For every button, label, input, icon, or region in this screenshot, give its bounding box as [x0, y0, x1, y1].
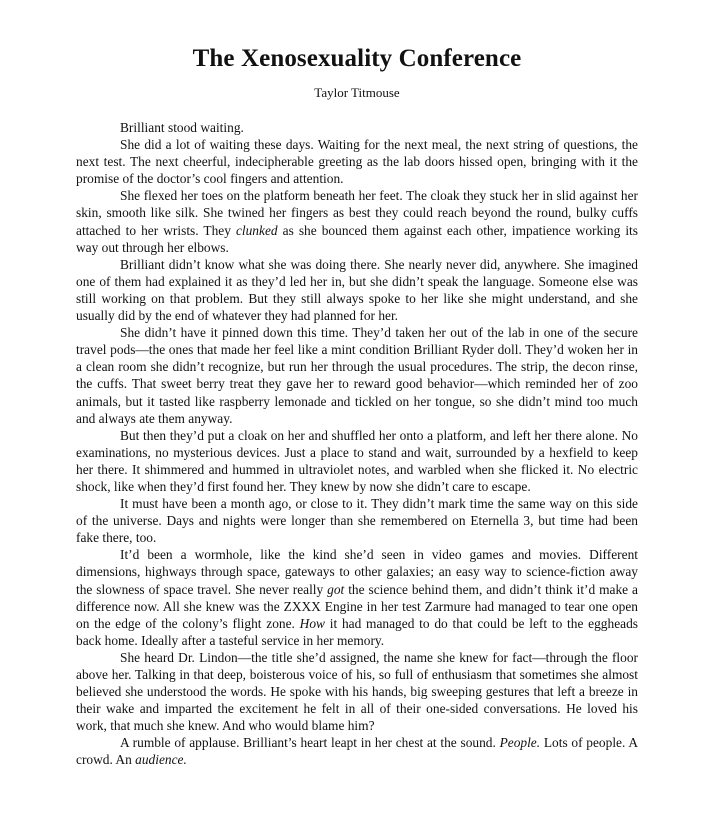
story-paragraph: [76, 546, 638, 649]
text-run: A rumble of applause. Brilliant’s heart leapt in her chest at the sound.: [120, 735, 500, 751]
italic-text-run: How: [299, 615, 325, 631]
text-run: She did a lot of waiting these days. Waiting for the next meal, the next string of questions, the next test. The next cheerful, indecipherable greeting as the lab doors hissed open, bringing with it the promise of the doctor’s cool fingers and attention.: [76, 137, 638, 187]
story-paragraph: [76, 119, 638, 136]
text-run: the science behind them, and didn’t think it’d make a difference now. All she knew was the ZXXX Engine in her test Zarmure had managed to tear one open on the edge of the colony’s flight zone.: [76, 581, 638, 631]
text-run: She heard Dr. Lindon—the title she’d assigned, the name she knew for fact—through the floor above her. Talking in that deep, boisterous voice of his, so full of enthusiasm that sometimes she almost believed she understood the words. He spoke with his hands, big sweeping gestures that left a breeze in their wake and imparted the excitement he felt in all of their one-sided conversations. He loved his work, that much she knew. And who would blame him?: [76, 649, 638, 734]
author-byline: Taylor Titmouse: [314, 85, 400, 100]
italic-text-run: People.: [499, 735, 541, 751]
italic-text-run: clunked: [235, 222, 278, 238]
text-run: Lots of people. A crowd. An: [76, 735, 639, 768]
story-paragraph: [76, 136, 638, 187]
story-paragraph: [76, 649, 638, 734]
italic-text-run: audience.: [135, 752, 187, 768]
text-run: She didn’t have it pinned down this time. They’d taken her out of the lab in one of the secure travel pods—the ones that made her feel like a mint condition Brilliant Ryder doll. They’d woken her in a clean room she didn’t recognize, but run her through the usual procedures. The strip, the decon rinse, the cuffs. That sweet berry treat they gave her to reward good behavior—which reminded her of zoo animals, but it tasted like raspberry lemonade and tickled on her tongue, so she didn’t mind too much and always ate them anyway.: [76, 325, 638, 426]
story-paragraph: [76, 495, 638, 546]
story-paragraph: [76, 427, 638, 495]
story-body: [76, 119, 638, 769]
story-paragraph: [76, 324, 638, 427]
text-run: Brilliant stood waiting.: [120, 120, 244, 135]
text-run: But then they’d put a cloak on her and shuffled her onto a platform, and left her there alone. No examinations, no mysterious devices. Just a place to stand and wait, surrounded by a hexfield to keep her there. It shimmered and hummed in ultraviolet notes, and warbled when she flicked it. No electric shock, like when they’d first found her. They knew by now she didn’t care to escape.: [76, 427, 638, 494]
text-run: She flexed her toes on the platform beneath her feet. The cloak they stuck her in slid against her skin, smooth like silk. She twined her fingers as best they could reach beyond the round, bulky cuffs attached to her wrists. They: [76, 188, 638, 238]
story-title: The Xenosexuality Conference: [192, 45, 522, 72]
story-paragraph: [76, 734, 638, 768]
text-run: Brilliant didn’t know what she was doing there. She nearly never did, anywhere. She imagined one of them had explained it as they’d led her in, but she didn’t speak the language. Someone else was still working on that problem. But they still always spoke to her like she might understand, and she usually did by the end of whatever they had planned for her.: [76, 256, 638, 324]
text-run: It must have been a month ago, or close to it. They didn’t mark time the same way on this side of the universe. Days and nights were longer than she remembered on Eternella 3, but time had been fake there, too.: [76, 496, 638, 546]
text-run: as she bounced them against each other, impatience working its way out through her elbows.: [76, 222, 638, 255]
italic-text-run: got: [327, 581, 345, 597]
text-run: It’d been a wormhole, like the kind she’d seen in video games and movies. Different dimensions, highways through space, gateways to other galaxies; an easy way to science-fiction away the slowness of space travel. She never really: [76, 547, 638, 597]
story-paragraph: [76, 256, 638, 324]
story-paragraph: [76, 187, 638, 255]
text-run: it had managed to do that could be left to the eggheads back home. Ideally after a tasteful service in her memory.: [76, 615, 638, 648]
